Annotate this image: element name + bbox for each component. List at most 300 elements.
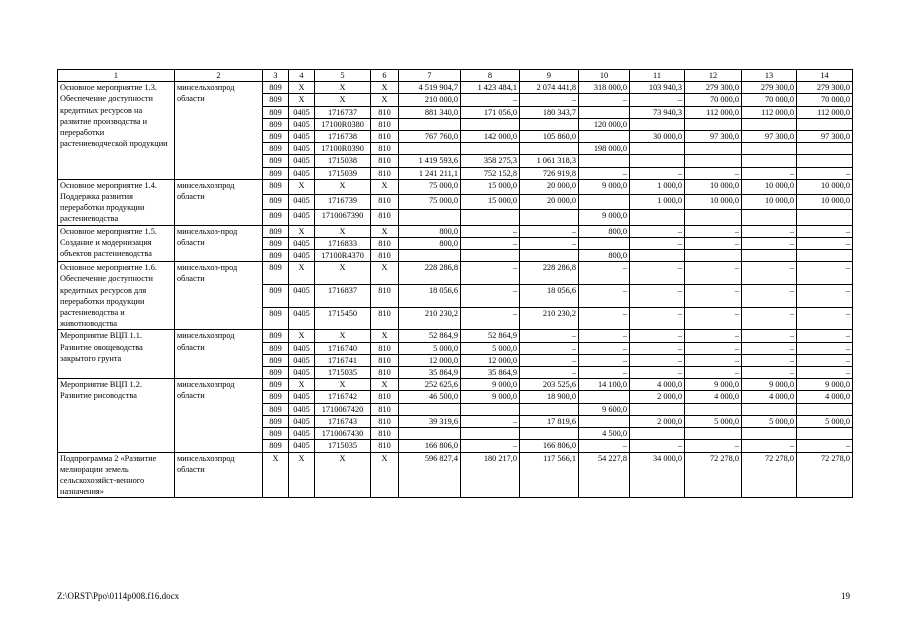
table-cell: X: [315, 179, 371, 194]
table-cell: [797, 250, 853, 262]
table-cell: –: [520, 237, 579, 249]
table-cell: X: [371, 82, 399, 94]
column-header: 14: [797, 70, 853, 82]
table-cell: [399, 143, 461, 155]
table-cell: 35 864,9: [399, 367, 461, 379]
table-cell: 0405: [289, 250, 315, 262]
table-cell: X: [289, 225, 315, 237]
table-cell: 1716837: [315, 284, 371, 307]
table-cell: 4 000,0: [630, 379, 685, 391]
table-cell: [685, 403, 742, 415]
table-cell: –: [797, 237, 853, 249]
table-cell: 810: [371, 155, 399, 167]
table-cell: 0405: [289, 440, 315, 452]
column-header: 5: [315, 70, 371, 82]
table-cell: 1716742: [315, 391, 371, 403]
table-cell: –: [579, 284, 630, 307]
table-cell: 810: [371, 250, 399, 262]
table-cell: X: [371, 452, 399, 498]
table-cell: 809: [263, 167, 289, 179]
table-cell: –: [579, 342, 630, 354]
table-cell: 1716833: [315, 237, 371, 249]
table-cell: –: [685, 237, 742, 249]
table-cell: X: [289, 262, 315, 285]
table-cell: –: [685, 225, 742, 237]
table-cell: 1716738: [315, 131, 371, 143]
table-cell: 810: [371, 195, 399, 210]
table-cell: –: [742, 262, 797, 285]
table-cell: –: [630, 237, 685, 249]
column-header: 4: [289, 70, 315, 82]
table-cell: 1 000,0: [630, 179, 685, 194]
column-header: 6: [371, 70, 399, 82]
table-cell: 1 061 318,3: [520, 155, 579, 167]
table-cell: 105 860,0: [520, 131, 579, 143]
table-cell: –: [579, 440, 630, 452]
table-cell: 809: [263, 155, 289, 167]
table-cell: 9 000,0: [685, 379, 742, 391]
table-cell: 810: [371, 440, 399, 452]
table-cell: –: [579, 330, 630, 342]
table-cell: 800,0: [579, 250, 630, 262]
table-cell: 10 000,0: [685, 195, 742, 210]
table-cell: 809: [263, 82, 289, 94]
table-cell: 112 000,0: [797, 106, 853, 118]
table-cell: 809: [263, 131, 289, 143]
table-cell: 809: [263, 342, 289, 354]
table-cell: 0405: [289, 195, 315, 210]
table-cell: –: [685, 307, 742, 330]
table-cell: –: [579, 354, 630, 366]
table-cell: 9 000,0: [579, 179, 630, 194]
table-cell: 4 500,0: [579, 428, 630, 440]
column-header: 3: [263, 70, 289, 82]
table-cell: [742, 118, 797, 130]
table-cell: 809: [263, 250, 289, 262]
table-cell: –: [461, 415, 520, 427]
table-cell: 4 000,0: [742, 391, 797, 403]
table-cell: [742, 210, 797, 225]
table-cell: [520, 428, 579, 440]
table-cell: X: [289, 179, 315, 194]
table-cell: [630, 250, 685, 262]
table-cell: 171 056,0: [461, 106, 520, 118]
table-cell: 20 000,0: [520, 179, 579, 194]
table-cell: 17100R0390: [315, 143, 371, 155]
table-cell: –: [685, 262, 742, 285]
column-header: 10: [579, 70, 630, 82]
table-cell: 117 566,1: [520, 452, 579, 498]
table-cell: 809: [263, 237, 289, 249]
table-cell: 810: [371, 131, 399, 143]
table-cell: 809: [263, 391, 289, 403]
table-cell: 17100R4370: [315, 250, 371, 262]
table-cell: –: [579, 262, 630, 285]
table-cell: 810: [371, 307, 399, 330]
table-cell: 279 300,0: [797, 82, 853, 94]
table-cell: –: [685, 330, 742, 342]
table-cell: 72 278,0: [742, 452, 797, 498]
table-cell: 15 000,0: [461, 179, 520, 194]
page-number: 19: [841, 591, 850, 601]
table-cell: 252 625,6: [399, 379, 461, 391]
table-cell: 0405: [289, 415, 315, 427]
table-cell: 112 000,0: [685, 106, 742, 118]
table-cell: –: [630, 354, 685, 366]
table-cell: 228 286,8: [399, 262, 461, 285]
table-cell: 809: [263, 195, 289, 210]
table-cell: 180 217,0: [461, 452, 520, 498]
table-cell: 20 000,0: [520, 195, 579, 210]
table-cell: –: [630, 167, 685, 179]
table-cell: –: [797, 262, 853, 285]
table-cell: 0405: [289, 131, 315, 143]
table-cell: 103 940,3: [630, 82, 685, 94]
activity-name: Основное мероприятие 1.5. Создание и модернизация объектов растениеводства: [58, 225, 175, 262]
table-cell: [579, 237, 630, 249]
table-cell: 809: [263, 307, 289, 330]
table-cell: X: [263, 452, 289, 498]
table-cell: 1715035: [315, 367, 371, 379]
table-cell: –: [520, 354, 579, 366]
table-cell: 809: [263, 330, 289, 342]
table-cell: –: [742, 367, 797, 379]
table-cell: 0405: [289, 106, 315, 118]
table-cell: –: [742, 330, 797, 342]
table-cell: 52 864,9: [461, 330, 520, 342]
table-cell: [797, 428, 853, 440]
table-cell: 18 056,6: [520, 284, 579, 307]
table-cell: [461, 250, 520, 262]
table-cell: 54 227,8: [579, 452, 630, 498]
table-cell: 2 000,0: [630, 415, 685, 427]
table-cell: –: [797, 307, 853, 330]
table-cell: 800,0: [399, 225, 461, 237]
table-cell: 358 275,3: [461, 155, 520, 167]
table-cell: [797, 118, 853, 130]
table-cell: 120 000,0: [579, 118, 630, 130]
table-cell: [579, 391, 630, 403]
table-cell: –: [742, 284, 797, 307]
table-cell: X: [371, 225, 399, 237]
table-cell: [630, 155, 685, 167]
table-cell: 810: [371, 354, 399, 366]
table-cell: [579, 415, 630, 427]
table-cell: 1710067420: [315, 403, 371, 415]
table-cell: 1716737: [315, 106, 371, 118]
executor: минсельхозпрод области: [175, 452, 263, 498]
table-cell: 5 000,0: [797, 415, 853, 427]
table-cell: 810: [371, 167, 399, 179]
table-cell: [742, 155, 797, 167]
table-cell: [520, 210, 579, 225]
table-cell: –: [797, 284, 853, 307]
table-cell: 809: [263, 262, 289, 285]
activity-name: Основное мероприятие 1.6. Обеспечение доступности кредитных ресурсов для переработки продукции растениеводства и животноводства: [58, 262, 175, 330]
table-cell: 73 940,3: [630, 106, 685, 118]
table-cell: 97 300,0: [685, 131, 742, 143]
table-cell: –: [742, 237, 797, 249]
table-cell: 881 340,0: [399, 106, 461, 118]
table-cell: 0405: [289, 307, 315, 330]
table-cell: 810: [371, 106, 399, 118]
table-cell: –: [579, 94, 630, 106]
column-header: 7: [399, 70, 461, 82]
table-cell: X: [371, 262, 399, 285]
table-cell: [399, 428, 461, 440]
table-cell: 1715039: [315, 167, 371, 179]
table-cell: –: [520, 367, 579, 379]
table-cell: 4 000,0: [685, 391, 742, 403]
table-cell: –: [742, 440, 797, 452]
column-header: 2: [175, 70, 263, 82]
table-cell: 809: [263, 143, 289, 155]
table-cell: 810: [371, 415, 399, 427]
table-cell: 0405: [289, 342, 315, 354]
activity-name: Мероприятие ВЦП 1.2. Развитие рисоводства: [58, 379, 175, 452]
executor: минсельхоз-прод области: [175, 225, 263, 262]
table-row: [58, 452, 853, 498]
table-cell: 210 230,2: [520, 307, 579, 330]
table-cell: X: [371, 330, 399, 342]
table-cell: X: [315, 262, 371, 285]
table-cell: 14 100,0: [579, 379, 630, 391]
table-cell: 809: [263, 106, 289, 118]
table-cell: 9 000,0: [797, 379, 853, 391]
header-row: [58, 70, 853, 82]
table-cell: [685, 428, 742, 440]
table-cell: [579, 106, 630, 118]
table-cell: 10 000,0: [797, 179, 853, 194]
table-cell: [579, 195, 630, 210]
table-cell: [399, 250, 461, 262]
column-header: 1: [58, 70, 175, 82]
table-cell: 810: [371, 143, 399, 155]
table-cell: 1716739: [315, 195, 371, 210]
table-cell: 809: [263, 379, 289, 391]
table-cell: –: [630, 440, 685, 452]
activity-name: Основное мероприятие 1.3. Обеспечение доступности кредитных ресурсов на развитие производства и переработки растениеводческой продукции: [58, 82, 175, 180]
table-cell: 279 300,0: [742, 82, 797, 94]
table-cell: 800,0: [399, 237, 461, 249]
table-cell: [685, 118, 742, 130]
budget-table: [57, 69, 853, 498]
table-cell: 810: [371, 403, 399, 415]
column-header: 11: [630, 70, 685, 82]
table-cell: 210 000,0: [399, 94, 461, 106]
table-cell: 1 423 484,1: [461, 82, 520, 94]
table-cell: 318 000,0: [579, 82, 630, 94]
table-cell: –: [685, 367, 742, 379]
table-cell: 1710067430: [315, 428, 371, 440]
table-cell: –: [461, 307, 520, 330]
table-cell: 809: [263, 118, 289, 130]
table-cell: [742, 403, 797, 415]
table-cell: 0405: [289, 210, 315, 225]
table-cell: 809: [263, 415, 289, 427]
table-cell: 810: [371, 391, 399, 403]
table-cell: –: [630, 284, 685, 307]
table-cell: X: [371, 179, 399, 194]
table-cell: –: [797, 225, 853, 237]
table-cell: 809: [263, 440, 289, 452]
column-header: 12: [685, 70, 742, 82]
table-cell: 112 000,0: [742, 106, 797, 118]
table-cell: 809: [263, 179, 289, 194]
table-cell: 46 500,0: [399, 391, 461, 403]
table-cell: 18 056,6: [399, 284, 461, 307]
table-cell: X: [289, 379, 315, 391]
table-cell: [685, 143, 742, 155]
table-cell: 142 000,0: [461, 131, 520, 143]
table-cell: [797, 210, 853, 225]
table-cell: –: [461, 225, 520, 237]
table-cell: 72 278,0: [685, 452, 742, 498]
table-cell: [461, 428, 520, 440]
table-cell: [630, 210, 685, 225]
table-cell: 5 000,0: [399, 342, 461, 354]
executor: минсельхоз-прод области: [175, 262, 263, 330]
table-cell: –: [797, 342, 853, 354]
table-cell: [461, 143, 520, 155]
table-cell: X: [371, 379, 399, 391]
table-cell: [520, 118, 579, 130]
table-cell: 5 000,0: [685, 415, 742, 427]
table-cell: –: [520, 225, 579, 237]
table-cell: [742, 250, 797, 262]
table-cell: 180 343,7: [520, 106, 579, 118]
table-row: [58, 225, 853, 237]
table-cell: –: [685, 354, 742, 366]
table-cell: 198 000,0: [579, 143, 630, 155]
table-cell: 10 000,0: [742, 179, 797, 194]
table-cell: X: [371, 94, 399, 106]
table-cell: –: [742, 307, 797, 330]
table-cell: 97 300,0: [797, 131, 853, 143]
table-cell: 2 074 441,8: [520, 82, 579, 94]
table-cell: –: [579, 307, 630, 330]
executor: минсельхозпрод области: [175, 179, 263, 225]
table-cell: 210 230,2: [399, 307, 461, 330]
table-cell: –: [630, 342, 685, 354]
table-cell: –: [797, 167, 853, 179]
table-cell: [461, 118, 520, 130]
table-cell: 1715035: [315, 440, 371, 452]
table-cell: 70 000,0: [685, 94, 742, 106]
table-cell: [579, 155, 630, 167]
table-cell: 5 000,0: [742, 415, 797, 427]
table-cell: 0405: [289, 284, 315, 307]
table-cell: [520, 403, 579, 415]
table-cell: 2 000,0: [630, 391, 685, 403]
table-cell: [630, 403, 685, 415]
table-cell: 203 525,6: [520, 379, 579, 391]
table-cell: –: [797, 440, 853, 452]
table-cell: [685, 210, 742, 225]
table-cell: [461, 403, 520, 415]
table-cell: 30 000,0: [630, 131, 685, 143]
table-cell: [399, 210, 461, 225]
table-cell: 12 000,0: [399, 354, 461, 366]
table-cell: 0405: [289, 118, 315, 130]
table-cell: 1710067390: [315, 210, 371, 225]
table-cell: 52 864,9: [399, 330, 461, 342]
table-cell: 34 000,0: [630, 452, 685, 498]
table-cell: 0405: [289, 428, 315, 440]
table-cell: –: [520, 342, 579, 354]
table-cell: 596 827,4: [399, 452, 461, 498]
table-cell: 9 000,0: [461, 391, 520, 403]
table-cell: –: [461, 440, 520, 452]
table-cell: 0405: [289, 391, 315, 403]
table-cell: 1715450: [315, 307, 371, 330]
table-cell: [630, 143, 685, 155]
table-cell: 726 919,8: [520, 167, 579, 179]
table-cell: 767 760,0: [399, 131, 461, 143]
table-cell: –: [520, 94, 579, 106]
table-cell: 0405: [289, 403, 315, 415]
table-cell: –: [461, 237, 520, 249]
table-cell: –: [742, 342, 797, 354]
table-cell: 4 000,0: [797, 391, 853, 403]
table-cell: –: [461, 94, 520, 106]
table-cell: 0405: [289, 237, 315, 249]
table-cell: –: [579, 367, 630, 379]
table-row: [58, 262, 853, 285]
table-cell: X: [289, 94, 315, 106]
table-cell: 1716740: [315, 342, 371, 354]
table-cell: –: [797, 330, 853, 342]
table-cell: [630, 428, 685, 440]
table-cell: [742, 428, 797, 440]
table-cell: [685, 250, 742, 262]
table-cell: [520, 250, 579, 262]
table-cell: 1716743: [315, 415, 371, 427]
table-cell: [797, 155, 853, 167]
table-cell: X: [289, 452, 315, 498]
table-cell: 279 300,0: [685, 82, 742, 94]
table-body: [58, 70, 853, 498]
column-header: 13: [742, 70, 797, 82]
table-cell: –: [630, 225, 685, 237]
table-cell: [685, 155, 742, 167]
activity-name: Подпрограмма 2 «Развитие мелиорации земель сельскохозяйст-венного назначения»: [58, 452, 175, 498]
table-cell: 810: [371, 428, 399, 440]
table-cell: 10 000,0: [685, 179, 742, 194]
footer-file-path: Z:\ORST\Ppo\0114p008.f16.docx: [57, 591, 180, 601]
table-cell: –: [685, 342, 742, 354]
table-cell: [797, 403, 853, 415]
table-cell: –: [797, 367, 853, 379]
table-cell: 809: [263, 403, 289, 415]
table-cell: X: [315, 452, 371, 498]
table-cell: 18 900,0: [520, 391, 579, 403]
activity-name: Мероприятие ВЦП 1.1. Развитие овощеводства закрытого грунта: [58, 330, 175, 379]
table-cell: 800,0: [579, 225, 630, 237]
table-cell: 97 300,0: [742, 131, 797, 143]
table-cell: 70 000,0: [742, 94, 797, 106]
table-cell: 17 819,6: [520, 415, 579, 427]
table-cell: 0405: [289, 155, 315, 167]
table-cell: 809: [263, 284, 289, 307]
table-cell: 809: [263, 225, 289, 237]
table-cell: 1716741: [315, 354, 371, 366]
table-cell: [520, 143, 579, 155]
table-cell: X: [315, 379, 371, 391]
table-cell: [579, 131, 630, 143]
table-cell: 9 000,0: [742, 379, 797, 391]
table-cell: 12 000,0: [461, 354, 520, 366]
